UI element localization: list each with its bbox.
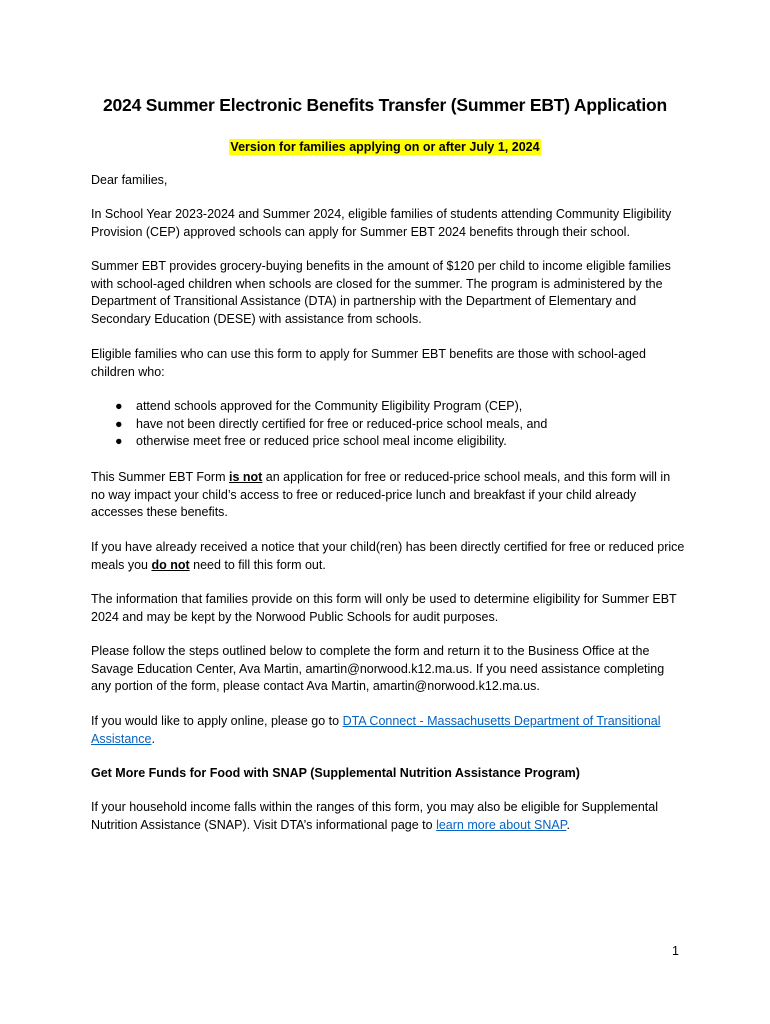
snap-heading: Get More Funds for Food with SNAP (Supplemental Nutrition Assistance Program) (91, 766, 580, 780)
list-item: ● otherwise meet free or reduced price school meal income eligibility. (115, 433, 675, 451)
eligibility-list (115, 398, 675, 451)
paragraph-cep-intro: In School Year 2023-2024 and Summer 2024, eligible families of students attending Community Eligibility Provision (CEP) approved schools can apply for Summer EBT 2024 benefits through their school. (91, 207, 672, 239)
list-item: ● have not been directly certified for free or reduced-price school meals, and (115, 416, 675, 434)
bullet-icon: ● (115, 416, 123, 431)
paragraph-summer-ebt-description: Summer EBT provides grocery-buying benefits in the amount of $120 per child to income eligible families with school-aged children when schools are closed for the summer. The program is administered by the Department of Transitional Assistance (DTA) in partnership with the Department of Elementary and Secondary Education (DESE) with assistance from schools. (91, 259, 671, 326)
learn-more-snap-link[interactable]: learn more about SNAP (436, 817, 567, 832)
emphasis-is-not: is not (228, 470, 263, 484)
greeting: Dear families, (91, 173, 168, 187)
paragraph-instructions: Please follow the steps outlined below to complete the form and return it to the Business Office at the Savage Education Center, Ava Martin, amartin@norwood.k12.ma.us. If you need assistance completing any portion of the form, please contact Ava Martin, amartin@norwood.k12.ma.us. (91, 644, 665, 694)
paragraph-eligibility-intro: Eligible families who can use this form to apply for Summer EBT benefits are those with school-aged children who: (91, 347, 646, 379)
paragraph-snap: If your household income falls within the ranges of this form, you may also be eligible for Supplemental Nutrition Assistance (SNAP). Visit DTA’s informational page to learn more about SNAP. (91, 800, 658, 832)
paragraph-apply-online: If you would like to apply online, please go to DTA Connect - Massachusetts Department of Transitional Assistance. (91, 714, 661, 746)
page-title: 2024 Summer Electronic Benefits Transfer (Summer EBT) Application (102, 95, 667, 115)
paragraph-privacy: The information that families provide on this form will only be used to determine eligibility for Summer EBT 2024 and may be kept by the Norwood Public Schools for audit purposes. (91, 592, 677, 624)
version-note-line (0, 138, 770, 156)
emphasis-do-not: do not (151, 557, 190, 572)
paragraph-not-application: This Summer EBT Form is not an application for free or reduced-price school meals, and this form will in no way impact your child’s access to free or reduced-price lunch and breakfast if your child already accesses these benefits. (91, 470, 671, 520)
paragraph-direct-certified: If you have already received a notice that your child(ren) has been directly certified for free or reduced price meals you do not need to fill this form out. (91, 540, 685, 572)
bullet-icon: ● (115, 434, 123, 449)
page-number: 1 (672, 944, 679, 958)
dta-connect-link[interactable]: DTA Connect - Massachusetts Department of Transitional Assistance (91, 714, 661, 746)
version-note: Version for families applying on or after July 1, 2024 (230, 140, 540, 154)
list-item: ● attend schools approved for the Community Eligibility Program (CEP), (115, 398, 675, 416)
bullet-icon: ● (115, 399, 123, 413)
